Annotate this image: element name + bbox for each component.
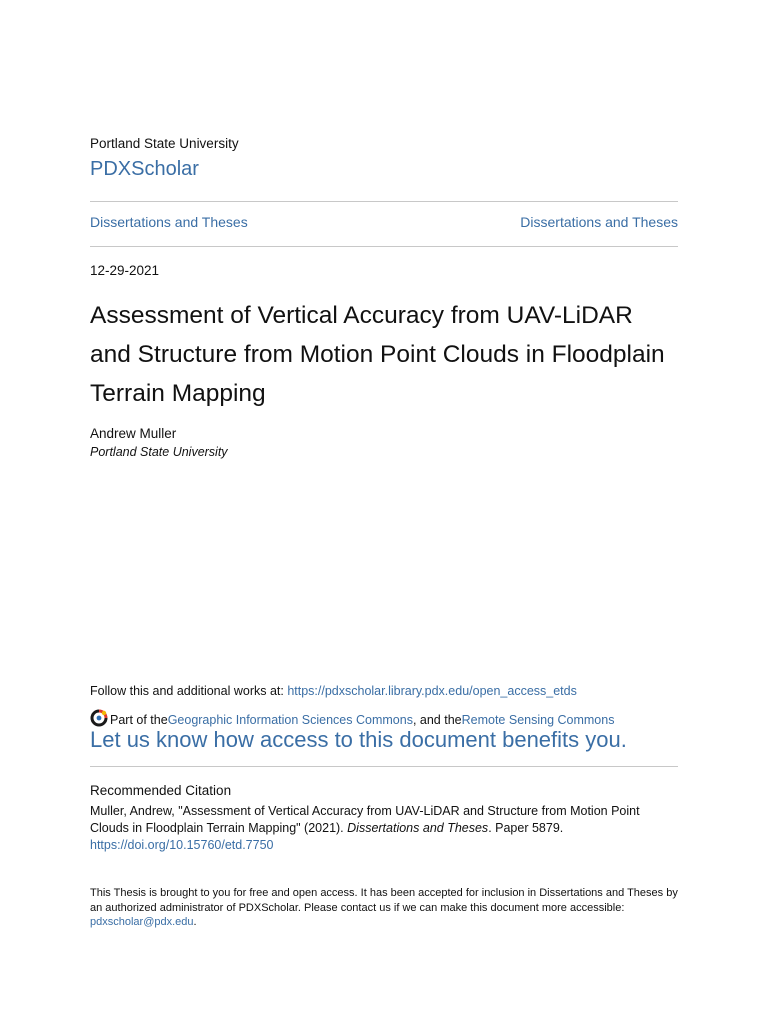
- part-of-middle: , and the: [412, 713, 462, 727]
- follow-prefix: Follow this and additional works at:: [90, 684, 288, 698]
- divider-bottom: [90, 766, 678, 767]
- collection-link-right[interactable]: Dissertations and Theses: [520, 214, 678, 230]
- publication-date: 12-29-2021: [90, 263, 160, 278]
- author-affiliation: Portland State University: [90, 445, 228, 459]
- divider-top: [90, 201, 678, 202]
- remote-sensing-commons-link[interactable]: Remote Sensing Commons: [461, 713, 615, 727]
- follow-line: [90, 684, 577, 698]
- citation-series: Dissertations and Theses: [347, 821, 489, 835]
- access-text: This Thesis is brought to you for free and open access. It has been accepted for inclusion in Dissertations and Theses by an authorized administrator of PDXScholar. Please contact us if we can make this document more accessible:: [90, 887, 678, 914]
- collection-link-left[interactable]: Dissertations and Theses: [90, 214, 248, 230]
- part-of-prefix: Part of the: [110, 713, 168, 727]
- geographic-information-sciences-commons-link[interactable]: Geographic Information Sciences Commons: [167, 713, 413, 727]
- creative-commons-icon: [90, 709, 108, 727]
- citation-main: Muller, Andrew, "Assessment of Vertical Accuracy from UAV-LiDAR and Structure from Motion Point Clouds in Floodplain Terrain Mapping" (2021).: [90, 804, 640, 835]
- contact-email-link[interactable]: pdxscholar@pdx.edu: [90, 916, 194, 928]
- access-suffix: .: [193, 916, 197, 928]
- doi-link[interactable]: https://doi.org/10.15760/etd.7750: [90, 838, 274, 852]
- document-title: Assessment of Vertical Accuracy from UAV-LiDAR and Structure from Motion Point Clouds in Floodplain Terrain Mapping: [90, 302, 665, 407]
- citation-heading: Recommended Citation: [90, 783, 232, 798]
- repository-link[interactable]: PDXScholar: [90, 158, 199, 180]
- citation-paper: . Paper 5879.: [488, 821, 564, 835]
- open-access-url-link[interactable]: https://pdxscholar.library.pdx.edu/open_access_etds: [287, 684, 577, 698]
- divider-middle: [90, 246, 678, 247]
- citation-text: [90, 803, 678, 854]
- university-name: Portland State University: [90, 136, 239, 151]
- benefit-feedback-link[interactable]: Let us know how access to this document benefits you.: [90, 727, 627, 752]
- access-statement: [90, 886, 678, 930]
- author-name: Andrew Muller: [90, 426, 177, 441]
